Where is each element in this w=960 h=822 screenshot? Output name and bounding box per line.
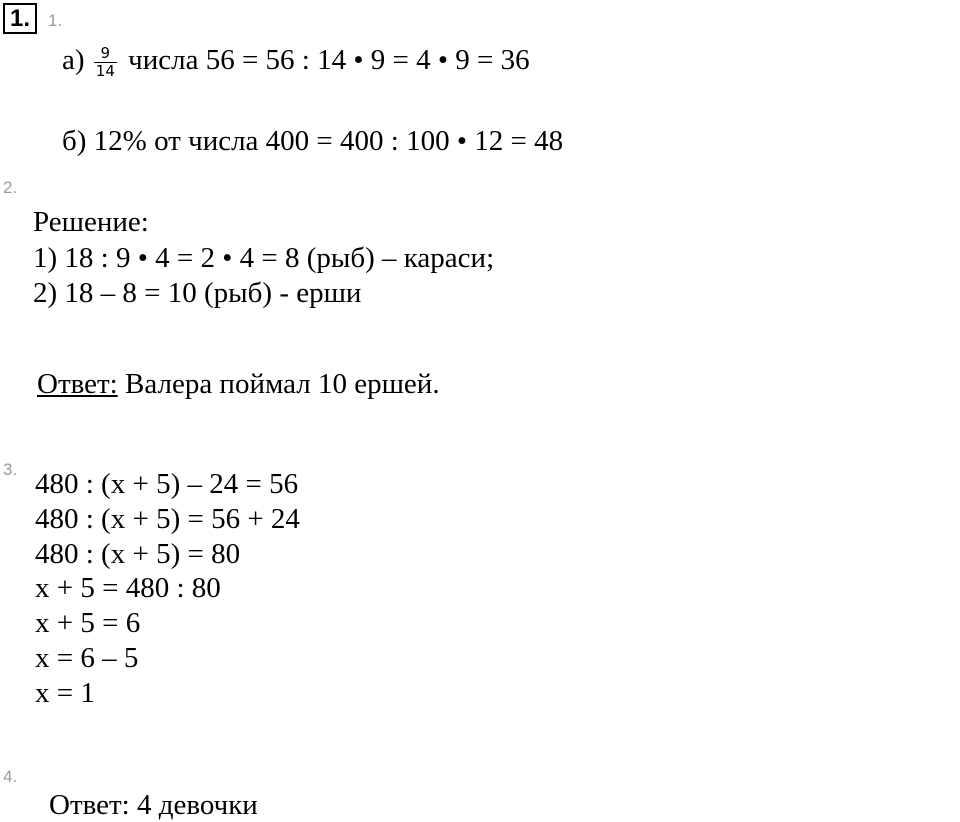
task-1-line-a xyxy=(62,43,530,80)
task-3-marker: 3. xyxy=(3,460,18,479)
fraction xyxy=(94,45,117,80)
task-number-box: 1. xyxy=(3,3,37,34)
equation-line-5: x + 5 = 6 xyxy=(35,607,141,639)
task-2-answer xyxy=(37,367,440,401)
solution-step-2: 2) 18 – 8 = 10 (рыб) - ерши xyxy=(33,277,362,309)
solution-heading: Решение: xyxy=(33,206,149,238)
answer-label: Ответ: xyxy=(37,368,118,400)
task-4-answer: Ответ: 4 девочки xyxy=(49,789,258,821)
answer-text: Валера поймал 10 ершей. xyxy=(117,368,440,400)
task-2-marker: 2. xyxy=(3,178,18,197)
task-1-line-b: б) 12% от числа 400 = 400 : 100 • 12 = 48 xyxy=(62,125,564,157)
task-1-marker: 1. xyxy=(48,11,63,30)
fraction-numerator: 9 xyxy=(94,45,117,63)
equation-line-3: 480 : (x + 5) = 80 xyxy=(35,538,241,570)
line-a-prefix: а) xyxy=(62,44,85,76)
equation-line-6: x = 6 – 5 xyxy=(35,642,139,674)
solution-step-1: 1) 18 : 9 • 4 = 2 • 4 = 8 (рыб) – караси; xyxy=(33,242,495,274)
equation-line-4: x + 5 = 480 : 80 xyxy=(35,572,221,604)
equation-line-1: 480 : (x + 5) – 24 = 56 xyxy=(35,468,299,500)
fraction-denominator: 14 xyxy=(95,61,115,80)
line-a-rest: числа 56 = 56 : 14 • 9 = 4 • 9 = 36 xyxy=(128,44,530,76)
equation-line-2: 480 : (x + 5) = 56 + 24 xyxy=(35,503,300,535)
task-4-marker: 4. xyxy=(3,767,18,786)
equation-line-7: x = 1 xyxy=(35,677,95,709)
